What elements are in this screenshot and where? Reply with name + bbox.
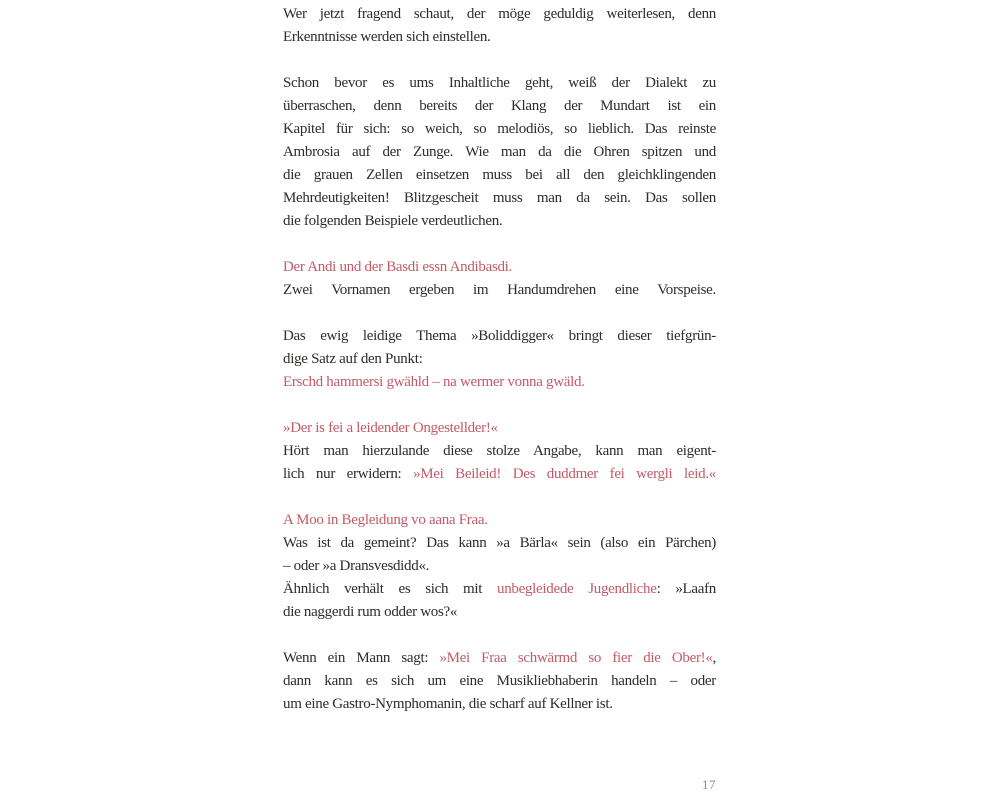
text-line (283, 325, 716, 348)
text-line (283, 3, 716, 26)
text-segment: Erkenntnisse werden sich einstellen. (283, 29, 491, 45)
dialect-phrase: »Mei Beileid! Des duddmer fei wergli leid.« (413, 466, 716, 482)
text-line (283, 647, 716, 670)
text-segment: , (712, 650, 717, 666)
text-line (283, 210, 716, 233)
dialect-phrase: Der Andi und der Basdi essn Andibasdi. (283, 259, 512, 275)
paragraph (283, 647, 716, 716)
dialect-phrase: unbegleidede Jugendliche (497, 581, 657, 597)
text-segment: Wer jetzt fragend schaut, der möge geduldig weiterlesen, denn (283, 6, 716, 22)
text-segment: Ambrosia auf der Zunge. Wie man da die Ohren spitzen und (283, 144, 716, 160)
text-line (283, 187, 716, 210)
text-segment: – oder »a Dransvesdidd«. (283, 558, 430, 574)
page-number: 17 (702, 777, 716, 792)
dialect-phrase: »Der is fei a leidender Ongestellder!« (283, 420, 498, 436)
page-text-column (283, 3, 716, 739)
text-line (283, 371, 716, 394)
text-line (283, 72, 716, 95)
text-line (283, 279, 716, 302)
text-line (283, 141, 716, 164)
text-segment: lich nur erwidern: (283, 466, 414, 482)
text-segment: Hört man hierzulande diese stolze Angabe, kann man eigent- (283, 443, 716, 459)
text-segment: Ähnlich verhält es sich mit (283, 581, 498, 597)
text-line (283, 555, 716, 578)
text-line (283, 164, 716, 187)
text-segment: Das ewig leidige Thema »Boliddigger« bringt dieser tiefgrün- (283, 328, 716, 344)
paragraph (283, 72, 716, 233)
text-line (283, 509, 716, 532)
dialect-phrase: Erschd hammersi gwähld – na wermer vonna gwäld. (283, 374, 585, 390)
paragraph (283, 256, 716, 302)
text-segment: Mehrdeutigkeiten! Blitzgescheit muss man da sein. Das sollen (283, 190, 716, 206)
text-line (283, 578, 716, 601)
dialect-phrase: A Moo in Begleidung vo aana Fraa. (283, 512, 488, 528)
text-line (283, 463, 716, 486)
paragraph (283, 3, 716, 49)
text-line (283, 118, 716, 141)
text-line (283, 693, 716, 716)
text-line (283, 26, 716, 49)
text-line (283, 440, 716, 463)
text-line (283, 601, 716, 624)
text-segment: Was ist da gemeint? Das kann »a Bärla« sein (also ein Pärchen) (283, 535, 716, 551)
text-segment: Zwei Vornamen ergeben im Handumdrehen eine Vorspeise. (283, 282, 716, 298)
text-segment: Schon bevor es ums Inhaltliche geht, weiß der Dialekt zu (283, 75, 716, 91)
text-segment: die naggerdi rum odder wos?« (283, 604, 458, 620)
text-segment: um eine Gastro-Nymphomanin, die scharf auf Kellner ist. (283, 696, 613, 712)
text-segment: dige Satz auf den Punkt: (283, 351, 423, 367)
text-line (283, 532, 716, 555)
paragraph (283, 509, 716, 624)
text-segment: dann kann es sich um eine Musikliebhaberin handeln – oder (283, 673, 716, 689)
text-line (283, 256, 716, 279)
text-line (283, 670, 716, 693)
paragraph (283, 417, 716, 486)
paragraph (283, 325, 716, 394)
text-segment: Wenn ein Mann sagt: (283, 650, 440, 666)
text-segment: Kapitel für sich: so weich, so melodiös, so lieblich. Das reinste (283, 121, 716, 137)
text-segment: die folgenden Beispiele verdeutlichen. (283, 213, 503, 229)
text-line (283, 95, 716, 118)
text-line (283, 417, 716, 440)
dialect-phrase: »Mei Fraa schwärmd so fier die Ober!« (439, 650, 713, 666)
text-segment: überraschen, denn bereits der Klang der Mundart ist ein (283, 98, 716, 114)
text-line (283, 348, 716, 371)
text-segment: die grauen Zellen einsetzen muss bei all den gleichklingenden (283, 167, 716, 183)
text-segment: : »Laafn (656, 581, 716, 597)
